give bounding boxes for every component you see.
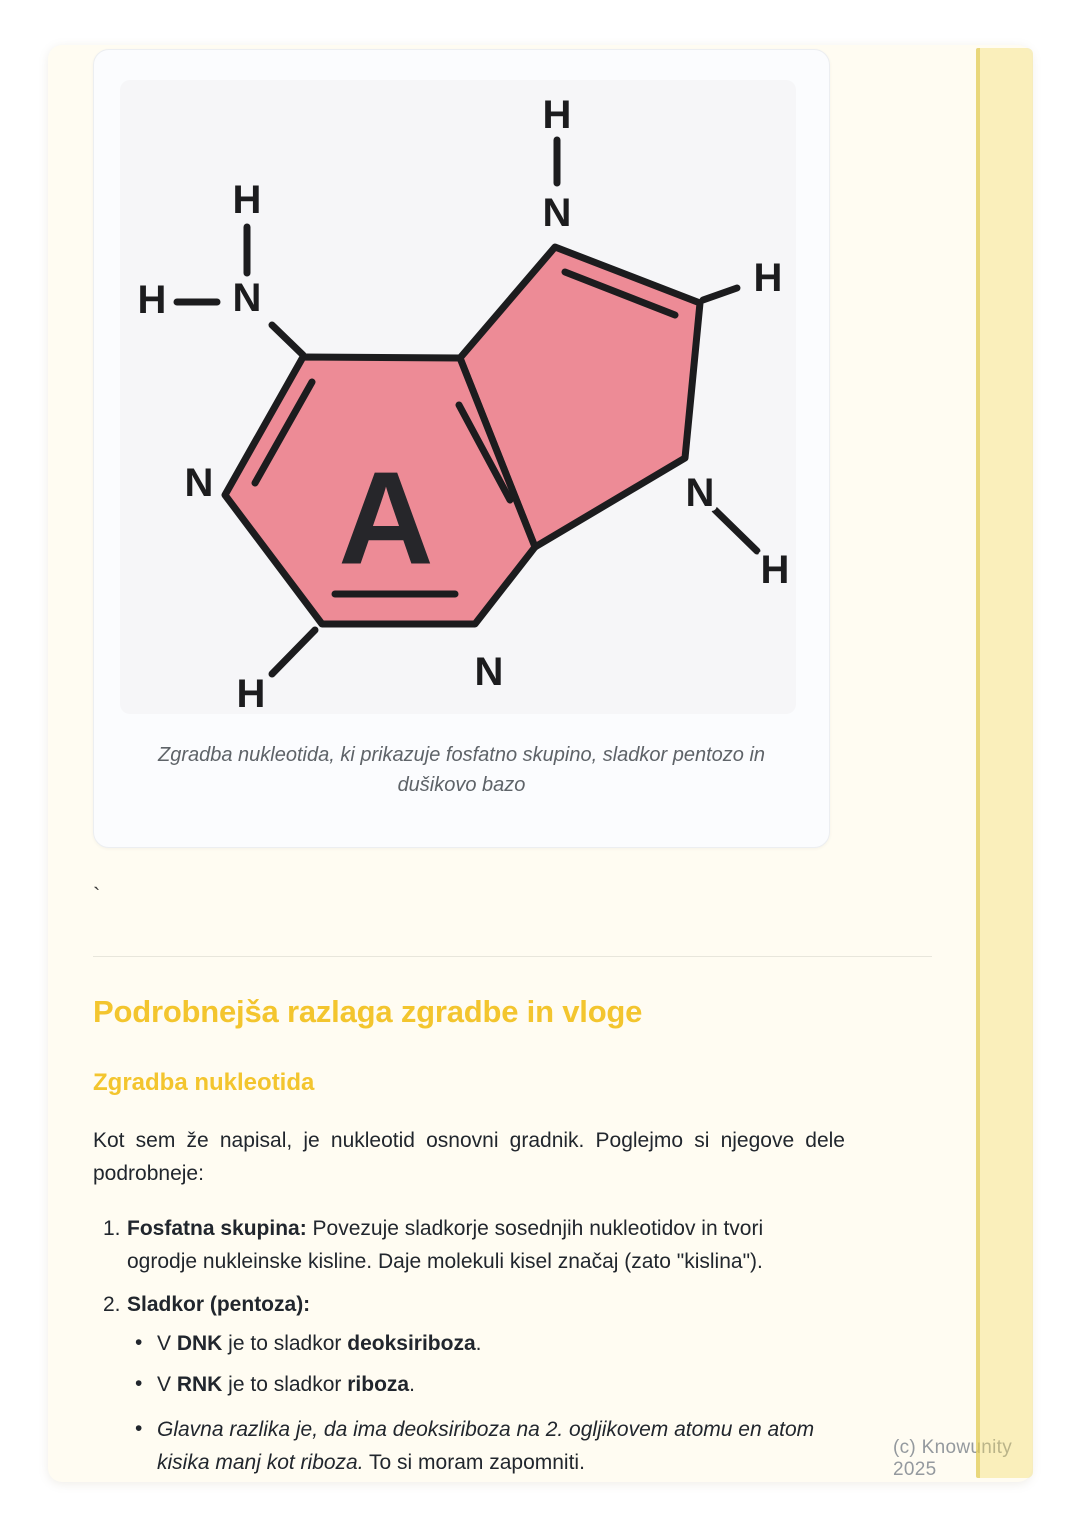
bullet-list — [93, 1327, 853, 1479]
atom-label-H: H — [542, 93, 572, 137]
molecule-figure — [120, 80, 796, 714]
caption-line: Zgradba nukleotida, ki prikazuje fosfatno skupino, sladkor pentozo in — [157, 744, 766, 766]
bullet-marker: • — [135, 1417, 143, 1440]
atom-label-H: H — [753, 256, 783, 300]
stray-backtick: ` — [93, 883, 101, 908]
bullet-marker: • — [135, 1372, 143, 1395]
atom-label-H: H — [232, 178, 262, 222]
list-number: 2. — [103, 1293, 121, 1316]
bullet-text: Glavna razlika je, da ima deoksiriboza na 2. ogljikovem atomu en atom kisika manj kot riboza. To si moram zapomniti. — [157, 1418, 815, 1474]
copyright-watermark: (c) Knowunity 2025 — [893, 1437, 1012, 1480]
atom-label-N: N — [232, 276, 262, 320]
bullet-text: V DNK je to sladkor deoksiriboza. — [157, 1332, 482, 1355]
subsection-heading: Zgradba nukleotida — [93, 1069, 315, 1096]
list-number: 1. — [103, 1217, 121, 1240]
base-letter-A: A — [338, 444, 434, 592]
bullet-item — [93, 1368, 853, 1401]
bullet-text: V RNK je to sladkor riboza. — [157, 1373, 415, 1396]
caption-line: dušikovo bazo — [397, 774, 526, 796]
atom-label-H: H — [137, 278, 167, 322]
article-content — [93, 956, 853, 1479]
paragraph-line: podrobneje: — [93, 1162, 204, 1185]
section-heading: Podrobnejša razlaga zgradbe in vloge — [93, 994, 643, 1029]
intro-paragraph — [93, 1124, 845, 1190]
atom-label-N: N — [184, 461, 214, 505]
adenine-molecule-diagram — [120, 80, 796, 714]
bullet-item — [93, 1413, 853, 1479]
paragraph-line: Kot sem že napisal, je nukleotid osnovni gradnik. Poglejmo si njegove dele — [93, 1129, 845, 1152]
figure-card — [93, 49, 830, 848]
list-item — [93, 1212, 817, 1278]
atom-label-N: N — [685, 471, 715, 515]
highlight-strip — [976, 48, 1033, 1478]
ordered-list — [93, 1212, 853, 1321]
list-item-text: Sladkor (pentoza): — [127, 1293, 311, 1316]
atom-label-N: N — [474, 650, 504, 694]
list-item — [93, 1288, 817, 1321]
atom-label-N: N — [542, 191, 572, 235]
list-item-text: Fosfatna skupina: Povezuje sladkorje sosednjih nukleotidov in tvori ogrodje nukleinske kisline. Daje molekuli kisel značaj (zato "kislina"). — [127, 1217, 764, 1273]
atom-label-H: H — [760, 548, 790, 592]
document-page — [48, 45, 1032, 1482]
atom-label-H: H — [236, 672, 266, 714]
figure-caption — [94, 740, 829, 800]
bullet-item — [93, 1327, 853, 1360]
bullet-marker: • — [135, 1331, 143, 1354]
